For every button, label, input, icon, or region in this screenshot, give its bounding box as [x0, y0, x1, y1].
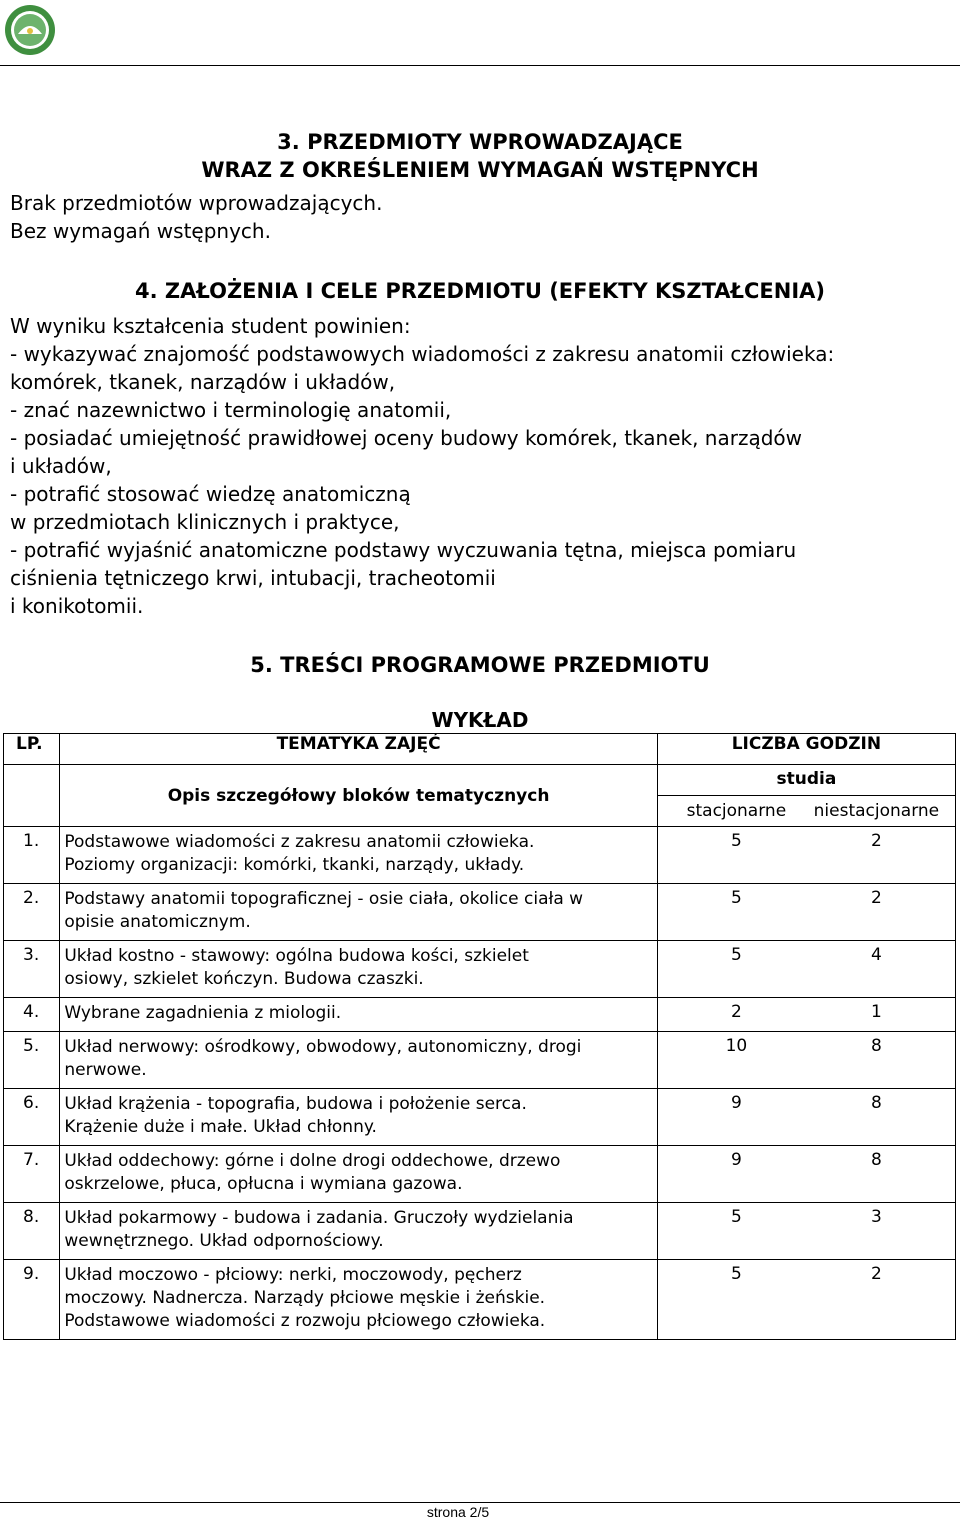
row-topic	[60, 1260, 657, 1340]
section4-line: - potrafić wyjaśnić anatomiczne podstawy wyczuwania tętna, miejsca pomiaru	[10, 538, 797, 562]
niestac-value: 4	[870, 945, 882, 965]
stac-value: 5	[730, 1264, 742, 1284]
row-hours	[657, 1203, 955, 1260]
topic-line: opisie anatomicznym.	[64, 912, 251, 932]
header-niestacjonarne: niestacjonarne	[813, 801, 940, 821]
niestac-value: 8	[870, 1093, 882, 1113]
topic-line: Poziomy organizacji: komórki, tkanki, narządy, układy.	[64, 855, 525, 875]
header-stacjonarne: stacjonarne	[686, 801, 787, 821]
table-row	[4, 884, 956, 941]
section3-line: Brak przedmiotów wprowadzających.	[10, 191, 383, 215]
stac-value: 5	[730, 1207, 742, 1227]
topic-line: Układ oddechowy: górne i dolne drogi oddechowe, drzewo	[64, 1151, 561, 1171]
stac-value: 2	[730, 1002, 742, 1022]
section4-title: 4. ZAŁOŻENIA I CELE PRZEDMIOTU (EFEKTY KSZTAŁCENIA)	[134, 279, 826, 303]
section4-line: - wykazywać znajomość podstawowych wiadomości z zakresu anatomii człowieka:	[10, 342, 835, 366]
niestac-value: 8	[870, 1036, 882, 1056]
row-lp: 2.	[4, 884, 60, 941]
row-topic	[60, 884, 657, 941]
topic-line: Układ nerwowy: ośrodkowy, obwodowy, autonomiczny, drogi	[64, 1037, 582, 1057]
row-lp: 6.	[4, 1089, 60, 1146]
section3-title-line1: 3. PRZEDMIOTY WPROWADZAJĄCE	[277, 130, 683, 154]
topic-line: Krążenie duże i małe. Układ chłonny.	[64, 1117, 377, 1137]
row-hours	[657, 1146, 955, 1203]
row-lp: 9.	[4, 1260, 60, 1340]
section3-title-line2: WRAZ Z OKREŚLENIEM WYMAGAŃ WSTĘPNYCH	[201, 158, 759, 182]
topic-line: Układ moczowo - płciowy: nerki, moczowody, pęcherz	[64, 1265, 522, 1285]
row-topic	[60, 998, 657, 1032]
header-lp-blank	[4, 765, 60, 827]
niestac-value: 1	[870, 1002, 882, 1022]
stac-value: 5	[730, 888, 742, 908]
topic-line: oskrzelowe, płuca, opłucna i wymiana gazowa.	[64, 1174, 463, 1194]
university-logo-icon	[4, 4, 56, 56]
stac-value: 5	[730, 945, 742, 965]
niestac-value: 8	[870, 1150, 882, 1170]
niestac-value: 2	[870, 1264, 882, 1284]
row-topic	[60, 1089, 657, 1146]
topic-line: Podstawowe wiadomości z rozwoju płciowego człowieka.	[64, 1311, 546, 1331]
row-hours	[657, 1089, 955, 1146]
header-studia-cell	[657, 765, 955, 827]
niestac-value: 2	[870, 888, 882, 908]
topic-line: Podstawowe wiadomości z zakresu anatomii człowieka.	[64, 832, 535, 852]
section4-line: - znać nazewnictwo i terminologię anatomii,	[10, 398, 452, 422]
section4-line: - potrafić stosować wiedzę anatomiczną	[10, 482, 411, 506]
section4-line: komórek, tkanek, narządów i układów,	[10, 370, 396, 394]
table-row	[4, 1032, 956, 1089]
row-lp: 7.	[4, 1146, 60, 1203]
topic-line: moczowy. Nadnercza. Narządy płciowe męskie i żeńskie.	[64, 1288, 546, 1308]
row-lp: 1.	[4, 827, 60, 884]
program-table	[3, 733, 956, 1340]
table-row	[4, 941, 956, 998]
section4-line: W wyniku kształcenia student powinien:	[10, 314, 411, 338]
header-rule	[0, 65, 960, 66]
header-detail: Opis szczegółowy bloków tematycznych	[60, 765, 657, 827]
table-row	[4, 827, 956, 884]
row-lp: 3.	[4, 941, 60, 998]
section4-line: w przedmiotach klinicznych i praktyce,	[10, 510, 400, 534]
stac-value: 10	[725, 1036, 748, 1056]
niestac-value: 2	[870, 831, 882, 851]
table-row	[4, 1089, 956, 1146]
row-topic	[60, 827, 657, 884]
row-topic	[60, 1146, 657, 1203]
table-row	[4, 1146, 956, 1203]
stac-value: 9	[730, 1150, 742, 1170]
row-lp: 8.	[4, 1203, 60, 1260]
table-row	[4, 1260, 956, 1340]
section5-title: 5. TREŚCI PROGRAMOWE PRZEDMIOTU	[250, 653, 710, 677]
topic-line: osiowy, szkielet kończyn. Budowa czaszki.	[64, 969, 424, 989]
section5-subtitle: WYKŁAD	[431, 708, 529, 732]
section4-line: - posiadać umiejętność prawidłowej oceny budowy komórek, tkanek, narządów	[10, 426, 803, 450]
row-lp: 5.	[4, 1032, 60, 1089]
topic-line: nerwowe.	[64, 1060, 147, 1080]
header-hours: LICZBA GODZIN	[657, 734, 955, 765]
topic-line: Układ krążenia - topografia, budowa i położenie serca.	[64, 1094, 527, 1114]
page-number: strona 2/5	[426, 1504, 490, 1520]
row-hours	[657, 998, 955, 1032]
section4-line: i układów,	[10, 454, 112, 478]
topic-line: Podstawy anatomii topograficznej - osie ciała, okolice ciała w	[64, 889, 584, 909]
topic-line: Wybrane zagadnienia z miologii.	[64, 1003, 342, 1023]
row-topic	[60, 1032, 657, 1089]
footer-rule	[0, 1502, 960, 1503]
stac-value: 9	[730, 1093, 742, 1113]
row-hours	[657, 1260, 955, 1340]
table-header-row	[4, 734, 956, 765]
row-hours	[657, 1032, 955, 1089]
row-topic	[60, 1203, 657, 1260]
topic-line: Układ kostno - stawowy: ogólna budowa kości, szkielet	[64, 946, 529, 966]
section4-line: i konikotomii.	[10, 594, 144, 618]
row-lp: 4.	[4, 998, 60, 1032]
table-subheader-row	[4, 765, 956, 827]
row-topic	[60, 941, 657, 998]
row-hours	[657, 827, 955, 884]
table-row	[4, 1203, 956, 1260]
topic-line: wewnętrznego. Układ odpornościowy.	[64, 1231, 384, 1251]
header-lp: LP.	[4, 734, 60, 765]
header-topic: TEMATYKA ZAJĘĆ	[60, 734, 657, 765]
table-row	[4, 998, 956, 1032]
stac-value: 5	[730, 831, 742, 851]
topic-line: Układ pokarmowy - budowa i zadania. Gruczoły wydzielania	[64, 1208, 574, 1228]
header-studia: studia	[658, 765, 955, 796]
row-hours	[657, 941, 955, 998]
row-hours	[657, 884, 955, 941]
niestac-value: 3	[870, 1207, 882, 1227]
section3-line: Bez wymagań wstępnych.	[10, 219, 271, 243]
section4-line: ciśnienia tętniczego krwi, intubacji, tracheotomii	[10, 566, 496, 590]
